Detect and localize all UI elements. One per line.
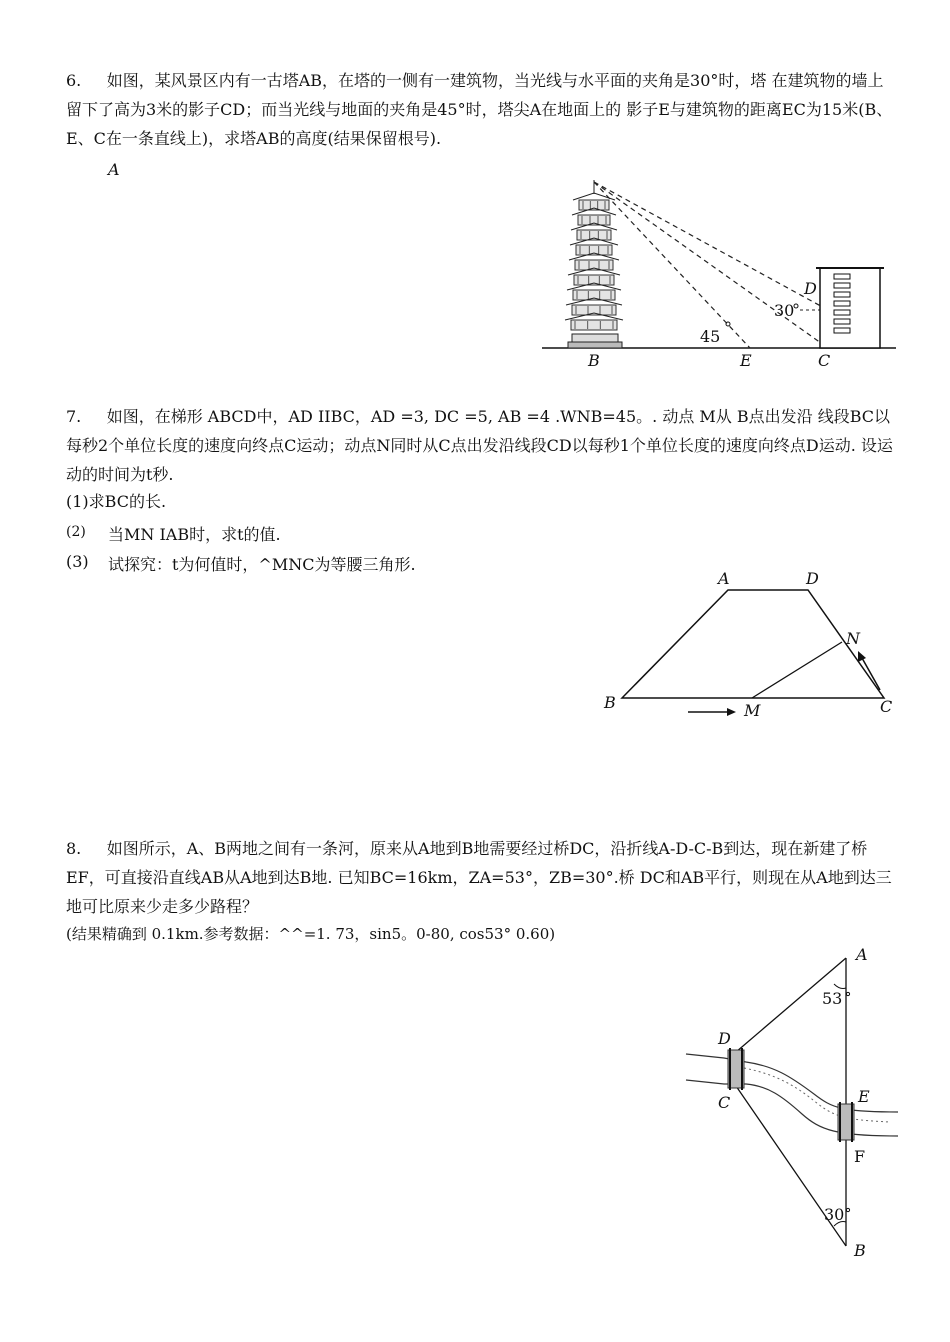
q7-sub2: 当MN IAB时，求t的值. bbox=[108, 525, 281, 544]
q8-body: 如图所示，A、B两地之间有一条河，原来从A地到B地需要经过桥DC，沿折线A-D-C-B到达，现在新建了桥EF，可直接沿直线AB从A地到达B地. 已知BC=16km，ZA=53°，ZB=30°.桥 DC和AB平行，则现在从A地到达三地可比原来少走多少路程？ bbox=[66, 839, 892, 916]
q8-angle-53: 53 bbox=[822, 989, 843, 1008]
q8-label-f: F bbox=[854, 1147, 866, 1166]
q8-label-b: B bbox=[854, 1241, 866, 1260]
q7-label-d: D bbox=[806, 569, 819, 588]
q6-label-d: D bbox=[804, 279, 817, 298]
q8-label-c: C bbox=[718, 1093, 731, 1112]
q7-body: 如图，在梯形 ABCD中，AD IIBC，AD =3, DC =5, AB =4 .WNB=45。. 动点 M从 B点出发沿 线段BC以每秒2个单位长度的速度向终点C运动；动点N同时从C点出发沿线段CD以每秒1个单位长度的速度向终点D运动. 设运动的时间为t秒. bbox=[66, 407, 893, 484]
bridge-dc-icon bbox=[728, 1048, 744, 1090]
q8-label-a: A bbox=[856, 945, 868, 964]
q8-note: (结果精确到 0.1km.参考数据：^^=1. 73，sin5。0-80, cos53° 0.60) bbox=[66, 925, 556, 943]
q8-number: 8. bbox=[66, 839, 82, 858]
q6-angle-30: 30 bbox=[774, 301, 795, 320]
q7-number: 7. bbox=[66, 407, 82, 426]
q8-figure bbox=[684, 944, 898, 1260]
q6-angle-45: 45 bbox=[700, 327, 721, 346]
q7-sub1: (1)求BC的长. bbox=[66, 492, 167, 511]
q6-body: 如图，某风景区内有一古塔AB，在塔的一侧有一建筑物，当光线与水平面的夹角是30°时，塔 在建筑物的墙上留下了高为3米的影子CD；而当光线与地面的夹角是45°时，塔尖A在地面上的 影子E与建筑物的距离EC为15米(B、E、C在一条直线上)，求塔AB的高度(结果保留根号). bbox=[66, 71, 893, 148]
q6-text bbox=[66, 66, 896, 153]
q6-label-b: B bbox=[588, 351, 600, 370]
q8-text bbox=[66, 834, 896, 921]
bridge-ef-icon bbox=[838, 1102, 854, 1142]
q7-figure bbox=[596, 566, 906, 726]
q8-label-e: E bbox=[858, 1087, 870, 1106]
q6-label-e: E bbox=[740, 351, 752, 370]
pagoda-icon bbox=[565, 180, 623, 348]
q7-sub3-number: (3) bbox=[66, 552, 89, 571]
q7-label-n: N bbox=[846, 629, 860, 648]
q6-number: 6. bbox=[66, 71, 82, 90]
q6-label-a-outside: A bbox=[108, 160, 120, 179]
q6-figure bbox=[538, 172, 898, 372]
q7-text bbox=[66, 402, 896, 489]
q7-label-c: C bbox=[880, 697, 893, 716]
q7-sub3: 试探究：t为何值时，^MNC为等腰三角形. bbox=[108, 555, 416, 574]
q7-label-m: M bbox=[744, 701, 761, 720]
q8-label-d: D bbox=[718, 1029, 731, 1048]
q6-label-c: C bbox=[818, 351, 831, 370]
q7-sub2-number: (2) bbox=[66, 524, 86, 540]
q7-label-b: B bbox=[604, 693, 616, 712]
building-icon bbox=[816, 268, 884, 348]
q7-label-a: A bbox=[718, 569, 730, 588]
q8-angle-30: 30 bbox=[824, 1205, 845, 1224]
